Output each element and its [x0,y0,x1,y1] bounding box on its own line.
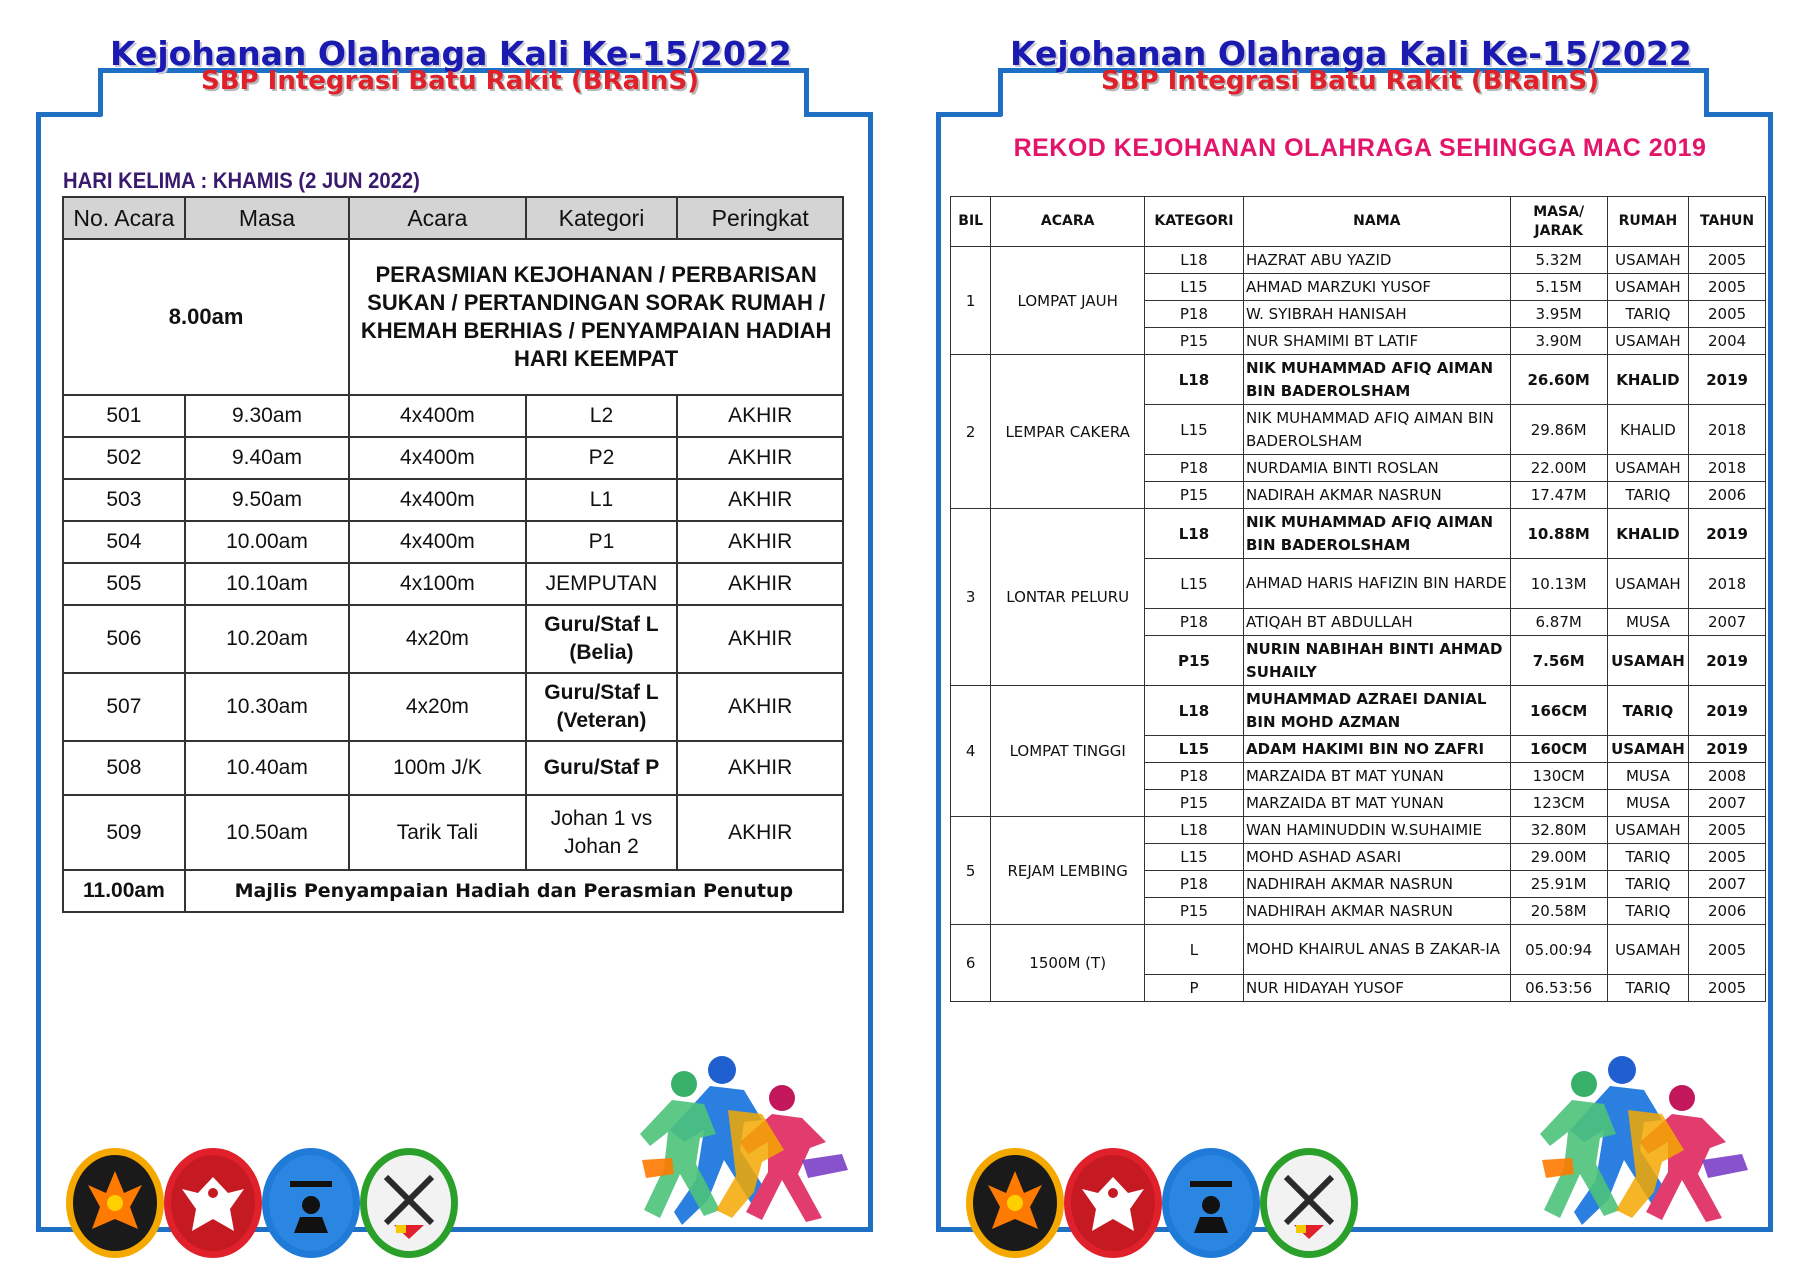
col-header: NAMA [1243,197,1510,247]
cell-masa-jarak: 166CM [1510,686,1607,736]
opening-time: 8.00am [63,239,349,395]
cell-acara: LEMPAR CAKERA [991,355,1145,509]
col-header: Masa [185,197,349,239]
cell-rumah: USAMAH [1607,925,1689,975]
crossed-swords-emblem-icon [1260,1148,1358,1258]
cell-masa-jarak: 20.58M [1510,898,1607,925]
closing-row [63,870,843,912]
cell-nama: MARZAIDA BT MAT YUNAN [1243,763,1510,790]
cell-tahun: 2004 [1689,328,1766,355]
cell-bil: 1 [951,247,991,355]
cell-bil: 3 [951,509,991,686]
cell-tahun: 2019 [1689,736,1766,763]
cell-rumah: KHALID [1607,355,1689,405]
event-title: Kejohanan Olahraga Kali Ke-15/2022 [1010,34,1692,73]
cell-no: 504 [63,521,185,563]
cell-masa-jarak: 29.86M [1510,405,1607,455]
cell-kategori: P2 [526,437,678,479]
cell-tahun: 2018 [1689,559,1766,609]
cell-no: 502 [63,437,185,479]
cell-kategori: P1 [526,521,678,563]
cell-masa: 9.40am [185,437,349,479]
eagle-emblem-icon [1064,1148,1162,1258]
frame-top-right [1704,112,1773,117]
cell-peringkat: AKHIR [677,395,843,437]
cell-nama: AHMAD HARIS HAFIZIN BIN HARDE [1243,559,1510,609]
cell-masa: 10.20am [185,605,349,673]
table-row [63,563,843,605]
cell-bil: 5 [951,817,991,925]
cell-acara: LOMPAT JAUH [991,247,1145,355]
table-row [63,673,843,741]
cell-nama: NADHIRAH AKMAR NASRUN [1243,871,1510,898]
table-row [63,521,843,563]
frame-left-edge [936,112,941,1232]
cell-rumah: MUSA [1607,790,1689,817]
opening-row [63,239,843,395]
cell-kategori: L18 [1144,509,1243,559]
cell-kategori: P18 [1144,763,1243,790]
frame-left-edge [36,112,41,1232]
schedule-table [62,196,844,913]
cell-kategori: P15 [1144,328,1243,355]
cell-nama: MARZAIDA BT MAT YUNAN [1243,790,1510,817]
cell-nama: HAZRAT ABU YAZID [1243,247,1510,274]
house-logos [966,1148,1358,1258]
cell-rumah: USAMAH [1607,247,1689,274]
cell-rumah: TARIQ [1607,482,1689,509]
cell-rumah: KHALID [1607,405,1689,455]
cell-masa-jarak: 25.91M [1510,871,1607,898]
cell-acara: 1500M (T) [991,925,1145,1002]
col-header: No. Acara [63,197,185,239]
runners-graphic-icon [1512,1050,1762,1235]
cell-tahun: 2005 [1689,975,1766,1002]
cell-nama: NUR HIDAYAH YUSOF [1243,975,1510,1002]
cell-acara: 4x100m [349,563,525,605]
cell-nama: NADHIRAH AKMAR NASRUN [1243,898,1510,925]
cell-kategori: Guru/Staf P [526,741,678,795]
col-header: BIL [951,197,991,247]
cell-kategori: P18 [1144,455,1243,482]
cell-masa: 10.30am [185,673,349,741]
cell-tahun: 2007 [1689,609,1766,636]
cell-nama: MOHD ASHAD ASARI [1243,844,1510,871]
phoenix-emblem-icon [66,1148,164,1258]
cell-nama: ATIQAH BT ABDULLAH [1243,609,1510,636]
phoenix-emblem-icon [966,1148,1064,1258]
cell-tahun: 2006 [1689,482,1766,509]
cell-rumah: USAMAH [1607,559,1689,609]
cell-acara: 4x400m [349,395,525,437]
cell-no: 503 [63,479,185,521]
cell-masa-jarak: 05.00:94 [1510,925,1607,975]
cell-nama: NADIRAH AKMAR NASRUN [1243,482,1510,509]
cell-masa-jarak: 06.53:56 [1510,975,1607,1002]
cell-no: 506 [63,605,185,673]
cell-nama: NIK MUHAMMAD AFIQ AIMAN BIN BADEROLSHAM [1243,355,1510,405]
cell-kategori: P15 [1144,790,1243,817]
cell-tahun: 2006 [1689,898,1766,925]
cell-masa: 9.30am [185,395,349,437]
cell-masa-jarak: 7.56M [1510,636,1607,686]
cell-rumah: KHALID [1607,509,1689,559]
col-header: MASA/ JARAK [1510,197,1607,247]
records-body [951,247,1766,1002]
cell-rumah: USAMAH [1607,274,1689,301]
cell-tahun: 2007 [1689,871,1766,898]
cell-nama: W. SYIBRAH HANISAH [1243,301,1510,328]
cell-masa-jarak: 130CM [1510,763,1607,790]
cell-rumah: USAMAH [1607,736,1689,763]
frame-notch-left [998,68,1003,116]
cell-kategori: L15 [1144,274,1243,301]
cell-acara: Tarik Tali [349,795,525,870]
cell-peringkat: AKHIR [677,563,843,605]
cell-rumah: TARIQ [1607,898,1689,925]
cell-kategori: P18 [1144,301,1243,328]
table-row [951,817,1766,844]
table-row [951,925,1766,975]
cell-masa-jarak: 3.95M [1510,301,1607,328]
cell-nama: AHMAD MARZUKI YUSOF [1243,274,1510,301]
cell-masa-jarak: 29.00M [1510,844,1607,871]
cell-masa: 10.10am [185,563,349,605]
table-row [951,355,1766,405]
cell-kategori: L15 [1144,559,1243,609]
event-title: Kejohanan Olahraga Kali Ke-15/2022 [110,34,792,73]
table-row [63,741,843,795]
cell-rumah: USAMAH [1607,636,1689,686]
cell-tahun: 2019 [1689,636,1766,686]
frame-top-left [936,112,1002,117]
cell-masa: 10.40am [185,741,349,795]
cell-masa-jarak: 10.88M [1510,509,1607,559]
cell-acara: REJAM LEMBING [991,817,1145,925]
cell-tahun: 2005 [1689,274,1766,301]
table-row [63,605,843,673]
cell-rumah: USAMAH [1607,455,1689,482]
cell-rumah: MUSA [1607,609,1689,636]
cell-masa-jarak: 6.87M [1510,609,1607,636]
cell-acara: LONTAR PELURU [991,509,1145,686]
cell-rumah: TARIQ [1607,301,1689,328]
cell-acara: 100m J/K [349,741,525,795]
cell-tahun: 2005 [1689,844,1766,871]
cell-kategori: L18 [1144,355,1243,405]
cell-masa: 10.00am [185,521,349,563]
frame-top-left [36,112,102,117]
cell-bil: 2 [951,355,991,509]
cell-kategori: L2 [526,395,678,437]
cell-nama: NURDAMIA BINTI ROSLAN [1243,455,1510,482]
cell-kategori: JEMPUTAN [526,563,678,605]
cell-peringkat: AKHIR [677,795,843,870]
col-header: Peringkat [677,197,843,239]
col-header: ACARA [991,197,1145,247]
col-header: Acara [349,197,525,239]
cell-kategori: P18 [1144,871,1243,898]
cell-bil: 4 [951,686,991,817]
crossed-swords-emblem-icon [360,1148,458,1258]
cell-tahun: 2018 [1689,455,1766,482]
opening-text: PERASMIAN KEJOHANAN / PERBARISAN SUKAN / PERTANDINGAN SORAK RUMAH / KHEMAH BERHIAS / PENYAMPAIAN HADIAH HARI KEEMPAT [349,239,843,395]
closing-text: Majlis Penyampaian Hadiah dan Perasmian Penutup [185,870,843,912]
cell-tahun: 2005 [1689,301,1766,328]
cell-masa-jarak: 5.15M [1510,274,1607,301]
frame-notch-right [1704,68,1709,116]
cell-kategori: L [1144,925,1243,975]
cell-kategori: P18 [1144,609,1243,636]
cell-rumah: MUSA [1607,763,1689,790]
cell-rumah: TARIQ [1607,975,1689,1002]
cell-masa-jarak: 17.47M [1510,482,1607,509]
cell-rumah: TARIQ [1607,686,1689,736]
cell-masa-jarak: 3.90M [1510,328,1607,355]
cell-peringkat: AKHIR [677,605,843,673]
frame-notch-right [804,68,809,116]
cell-masa-jarak: 32.80M [1510,817,1607,844]
cell-masa-jarak: 123CM [1510,790,1607,817]
cell-acara: 4x400m [349,437,525,479]
frame-right-edge [868,112,873,1232]
cell-kategori: L15 [1144,736,1243,763]
swordsman-emblem-icon [262,1148,360,1258]
table-row [951,509,1766,559]
col-header: KATEGORI [1144,197,1243,247]
records-title: REKOD KEJOHANAN OLAHRAGA SEHINGGA MAC 2019 [1013,134,1707,162]
records-table [950,196,1766,1002]
cell-peringkat: AKHIR [677,479,843,521]
day-heading: HARI KELIMA : KHAMIS (2 JUN 2022) [63,168,420,193]
cell-tahun: 2008 [1689,763,1766,790]
cell-no: 509 [63,795,185,870]
frame-top-right [804,112,873,117]
cell-masa-jarak: 5.32M [1510,247,1607,274]
cell-peringkat: AKHIR [677,673,843,741]
col-header: RUMAH [1607,197,1689,247]
cell-peringkat: AKHIR [677,437,843,479]
cell-kategori: Guru/Staf L (Belia) [526,605,678,673]
cell-tahun: 2005 [1689,925,1766,975]
table-row [63,479,843,521]
swordsman-emblem-icon [1162,1148,1260,1258]
cell-rumah: TARIQ [1607,871,1689,898]
cell-tahun: 2019 [1689,509,1766,559]
cell-nama: MUHAMMAD AZRAEI DANIAL BIN MOHD AZMAN [1243,686,1510,736]
cell-kategori: P15 [1144,482,1243,509]
frame-right-edge [1768,112,1773,1232]
cell-masa-jarak: 10.13M [1510,559,1607,609]
cell-nama: MOHD KHAIRUL ANAS B ZAKAR-IA [1243,925,1510,975]
table-row [63,395,843,437]
cell-kategori: L18 [1144,247,1243,274]
cell-tahun: 2019 [1689,686,1766,736]
cell-acara: 4x400m [349,479,525,521]
cell-no: 501 [63,395,185,437]
cell-nama: NUR SHAMIMI BT LATIF [1243,328,1510,355]
cell-rumah: USAMAH [1607,328,1689,355]
schedule-header-row [63,197,843,239]
cell-peringkat: AKHIR [677,741,843,795]
cell-acara: 4x20m [349,605,525,673]
event-subtitle: SBP Integrasi Batu Rakit (BRaInS) [1101,66,1599,96]
col-header: Kategori [526,197,678,239]
cell-no: 507 [63,673,185,741]
cell-masa-jarak: 22.00M [1510,455,1607,482]
cell-nama: NIK MUHAMMAD AFIQ AIMAN BIN BADEROLSHAM [1243,509,1510,559]
cell-kategori: P15 [1144,898,1243,925]
cell-tahun: 2007 [1689,790,1766,817]
cell-no: 505 [63,563,185,605]
cell-rumah: TARIQ [1607,844,1689,871]
table-row [63,437,843,479]
cell-tahun: 2005 [1689,817,1766,844]
cell-tahun: 2005 [1689,247,1766,274]
cell-nama: NIK MUHAMMAD AFIQ AIMAN BIN BADEROLSHAM [1243,405,1510,455]
table-row [63,795,843,870]
cell-masa: 9.50am [185,479,349,521]
cell-kategori: L15 [1144,405,1243,455]
cell-nama: ADAM HAKIMI BIN NO ZAFRI [1243,736,1510,763]
event-subtitle: SBP Integrasi Batu Rakit (BRaInS) [201,66,699,96]
closing-time: 11.00am [63,870,185,912]
cell-kategori: L15 [1144,844,1243,871]
records-header-row [951,197,1766,247]
table-row [951,247,1766,274]
cell-nama: NURIN NABIHAH BINTI AHMAD SUHAILY [1243,636,1510,686]
cell-acara: 4x400m [349,521,525,563]
frame-notch-left [98,68,103,116]
cell-masa: 10.50am [185,795,349,870]
cell-kategori: P [1144,975,1243,1002]
table-row [951,686,1766,736]
cell-kategori: Guru/Staf L (Veteran) [526,673,678,741]
runners-graphic-icon [612,1050,862,1235]
cell-acara: 4x20m [349,673,525,741]
cell-rumah: USAMAH [1607,817,1689,844]
cell-tahun: 2019 [1689,355,1766,405]
cell-no: 508 [63,741,185,795]
house-logos [66,1148,458,1258]
cell-masa-jarak: 26.60M [1510,355,1607,405]
cell-kategori: L18 [1144,817,1243,844]
cell-kategori: Johan 1 vs Johan 2 [526,795,678,870]
cell-kategori: P15 [1144,636,1243,686]
cell-kategori: L18 [1144,686,1243,736]
col-header: TAHUN [1689,197,1766,247]
cell-bil: 6 [951,925,991,1002]
cell-masa-jarak: 160CM [1510,736,1607,763]
cell-peringkat: AKHIR [677,521,843,563]
cell-acara: LOMPAT TINGGI [991,686,1145,817]
eagle-emblem-icon [164,1148,262,1258]
cell-nama: WAN HAMINUDDIN W.SUHAIMIE [1243,817,1510,844]
cell-kategori: L1 [526,479,678,521]
cell-tahun: 2018 [1689,405,1766,455]
